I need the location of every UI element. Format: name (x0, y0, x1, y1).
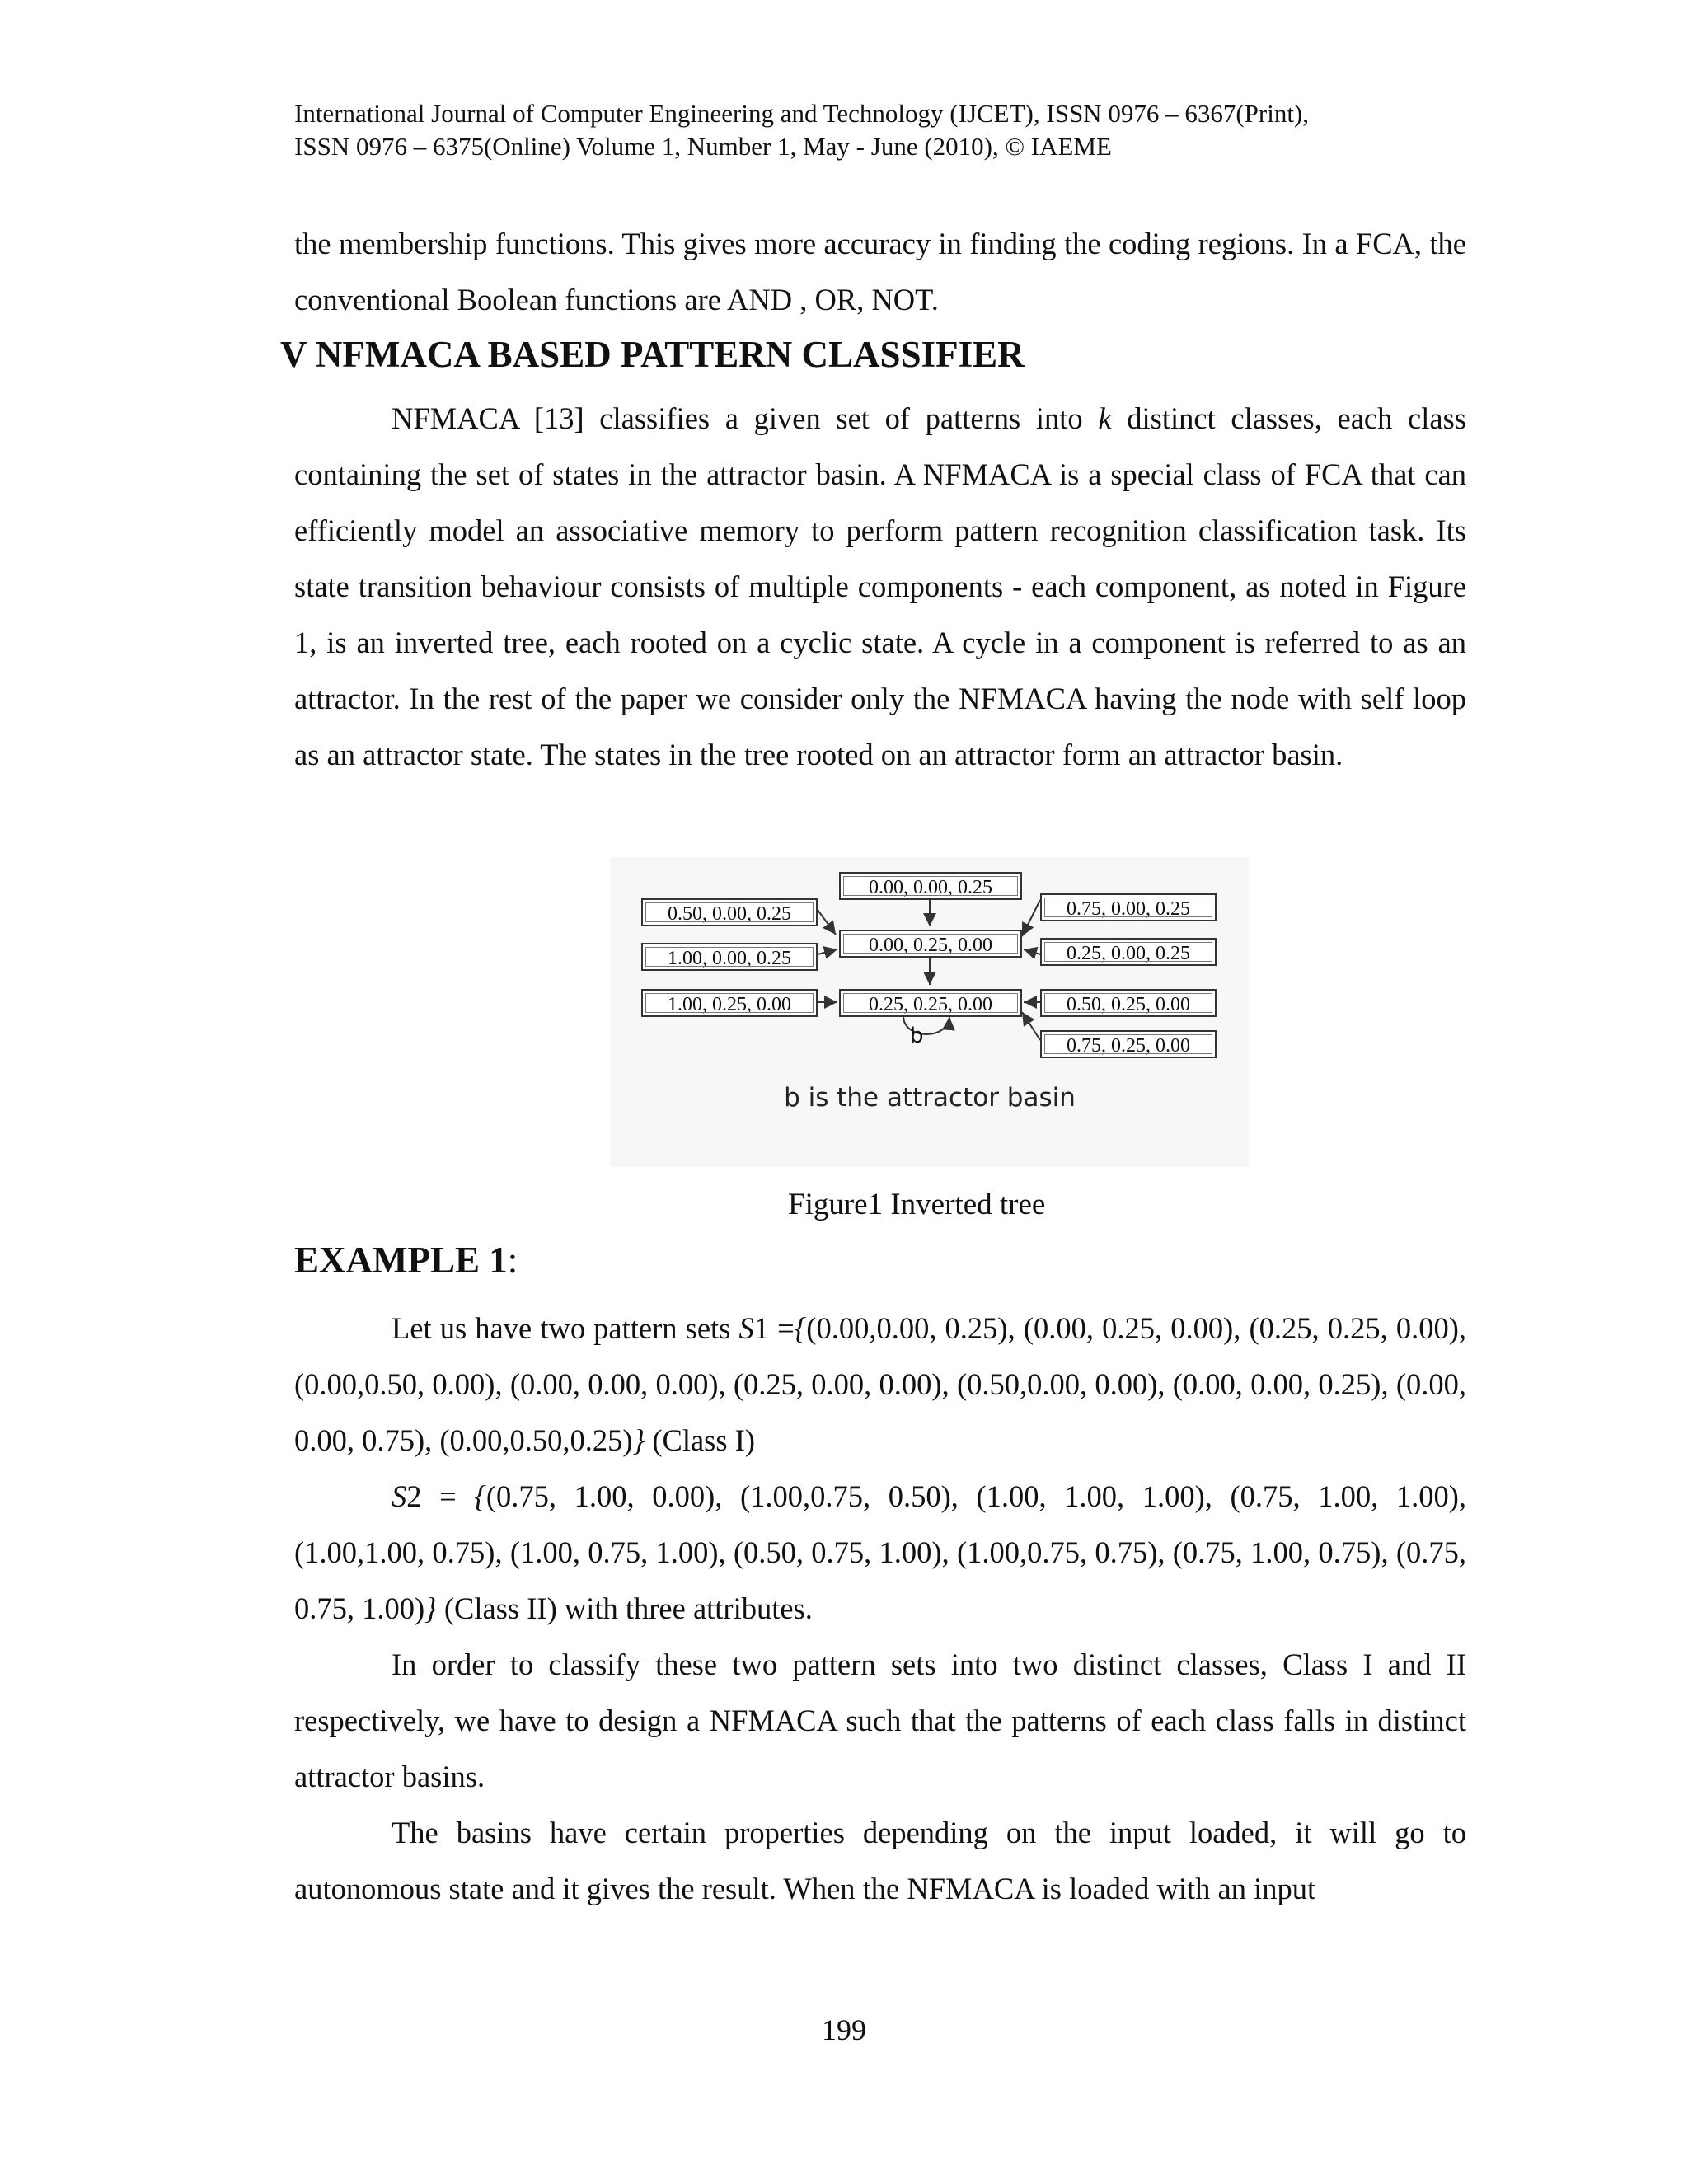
s1-values: (0.00,0.00, 0.25), (0.00, 0.25, 0.00), (0.25, 0.25, 0.00), (0.00,0.50, 0.00), (0.00, 0.00, 0.00), (0.25, 0.00, 0.00), (0.50,0.00, 0.00), (0.00, 0.00, 0.25), (0.00, 0.00, 0.75), (0.00,0.50,0.25) (294, 1311, 1466, 1457)
s1-open-brace: { (794, 1311, 807, 1345)
edge-left1-mid (818, 910, 836, 935)
section-heading: V NFMACA BASED PATTERN CLASSIFIER (280, 334, 1025, 375)
example-body (294, 1301, 1466, 1917)
node-left-1: 0.50, 0.00, 0.25 (641, 898, 818, 926)
intro-paragraph: the membership functions. This gives more accuracy in finding the coding regions. In a FCA, the conventional Boolean functions are AND , OR, NOT. (294, 227, 1466, 316)
node-left-2: 1.00, 0.00, 0.25 (641, 943, 818, 971)
s1-index: 1 (753, 1311, 769, 1345)
basin-label-b: b (910, 1024, 924, 1048)
example-colon: : (507, 1240, 518, 1281)
node-right-4: 0.75, 0.25, 0.00 (1040, 1030, 1217, 1058)
section-text-part: NFMACA [13] classifies a given set of patterns into (392, 401, 1099, 435)
variable-k: k (1098, 401, 1112, 435)
s2-equals: = (421, 1479, 475, 1513)
edge-right1-mid (1022, 900, 1040, 936)
basins-paragraph: The basins have certain properties depending on the input loaded, it will go to autonomous state and it gives the result. When the NFMACA is loaded with an input (294, 1816, 1466, 1905)
s2-close-brace: } (424, 1591, 437, 1625)
node-top: 0.00, 0.00, 0.25 (839, 872, 1022, 900)
example-heading (294, 1239, 518, 1282)
s2-class: (Class II) with three attributes. (436, 1591, 813, 1625)
node-root: 0.25, 0.25, 0.00 (839, 989, 1022, 1017)
edge-right4-root (1022, 1012, 1040, 1040)
inverted-tree-figure (610, 857, 1250, 1167)
node-mid: 0.00, 0.25, 0.00 (839, 930, 1022, 958)
edge-right2-mid (1024, 949, 1040, 954)
journal-header (294, 97, 1309, 163)
header-line-2: ISSN 0976 – 6375(Online) Volume 1, Number 1, May - June (2010), © IAEME (294, 132, 1112, 161)
example-title: EXAMPLE 1 (294, 1240, 508, 1281)
s1-close-brace: } (632, 1423, 645, 1457)
s2-index: 2 (406, 1479, 422, 1513)
edge-left2-mid (818, 949, 837, 954)
s1-intro: Let us have two pattern sets (392, 1311, 739, 1345)
classify-paragraph: In order to classify these two pattern sets into two distinct classes, Class I and II respectively, we have to design a NFMACA such that the patterns of each class falls in distinct attractor basins. (294, 1647, 1466, 1793)
page-number: 199 (822, 2013, 866, 2046)
s2-values: (0.75, 1.00, 0.00), (1.00,0.75, 0.50), (1.00, 1.00, 1.00), (0.75, 1.00, 1.00),(1.00,1.00, 0.75), (1.00, 0.75, 1.00), (0.50, 0.75, 1.00), (1.00,0.75, 0.75), (0.75, 1.00, 0.75), (0.75, 0.75, 1.00) (294, 1479, 1466, 1625)
basin-caption: b is the attractor basin (784, 1083, 1076, 1113)
s1-variable: S (738, 1311, 754, 1345)
s2-variable: S (392, 1479, 407, 1513)
header-line-1: International Journal of Computer Engineering and Technology (IJCET), ISSN 0976 – 6367(Print), (294, 99, 1310, 128)
node-right-1: 0.75, 0.00, 0.25 (1040, 893, 1217, 921)
section-paragraph (294, 391, 1466, 783)
s1-equals: = (768, 1311, 795, 1345)
section-text-part: distinct classes, each class containing the set of states in the attractor basin. A NFMACA is a special class of FCA that can efficiently model an associative memory to perform pattern recognition classification task. Its state transition behaviour consists of multiple components - each component, as noted in Figure 1, is an inverted tree, each rooted on a cyclic state. A cycle in a component is referred to as an attractor. In the rest of the paper we consider only the NFMACA having the node with self loop as an attractor state. The states in the tree rooted on an attractor form an attractor basin. (294, 401, 1466, 771)
s2-open-brace: { (474, 1479, 486, 1513)
pattern-set-s2 (294, 1469, 1466, 1637)
node-left-3: 1.00, 0.25, 0.00 (641, 989, 818, 1017)
node-right-3: 0.50, 0.25, 0.00 (1040, 989, 1217, 1017)
s1-class: (Class I) (645, 1423, 756, 1457)
node-right-2: 0.25, 0.00, 0.25 (1040, 938, 1217, 966)
figure-caption: Figure1 Inverted tree (788, 1188, 1046, 1221)
pattern-set-s1 (294, 1301, 1466, 1469)
